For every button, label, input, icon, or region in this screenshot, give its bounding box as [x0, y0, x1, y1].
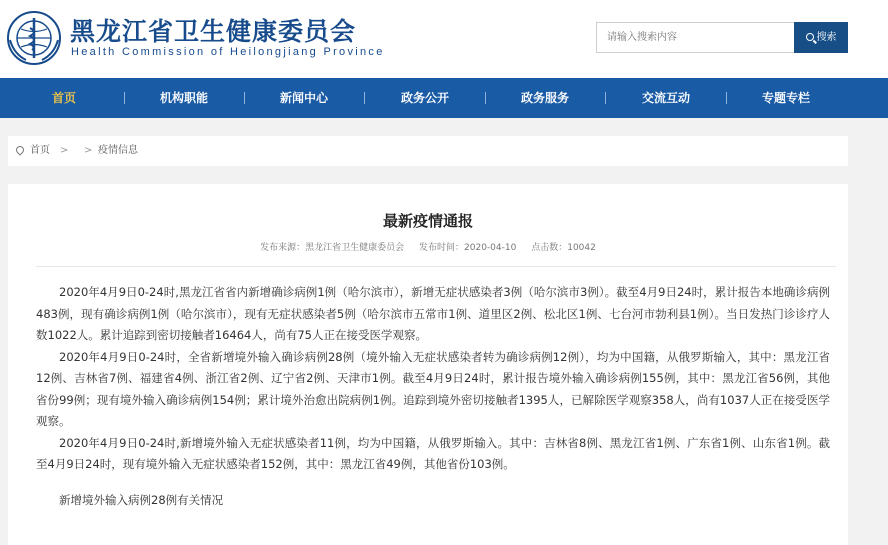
article-panel — [8, 184, 848, 545]
breadcrumb-home-link[interactable]: 首页 — [30, 145, 50, 156]
breadcrumb-separator: > — [60, 145, 69, 156]
search-input[interactable] — [596, 22, 794, 53]
article-title: 最新疫情通报 — [382, 212, 473, 230]
who-emblem-icon[interactable] — [6, 10, 62, 66]
article-paragraph: 2020年4月9日0-24时，全省新增境外输入确诊病例28例（境外输入无症状感染者转为确诊病例12例），均为中国籍，从俄罗斯输入，其中：黑龙江省12例、吉林省7例、福建省4例、浙江省2例、辽宁省2例、天津市1例。截至4月9日24时，累计报告境外输入确诊病例155例，其中：黑龙江省56例，其他省份99例；现有境外输入确诊病例154例；累计境外治愈出院病例1例。追踪到境外密切接触者1395人，已解除医学观察358人，尚有1037人正在接受医学观察。 — [36, 349, 830, 428]
breadcrumb-separator: > — [84, 145, 93, 156]
article-source: 发布来源：黑龙江省卫生健康委员会 — [260, 243, 405, 253]
main-nav — [0, 78, 888, 118]
site-header — [0, 0, 888, 78]
nav-item-news[interactable]: 新闻中心 — [279, 91, 328, 105]
article-subheading: 新增境外输入病例28例有关情况 — [59, 492, 224, 507]
nav-item-home[interactable]: 首页 — [51, 91, 76, 105]
nav-item-functions[interactable]: 机构职能 — [159, 91, 208, 105]
nav-divider — [726, 92, 727, 104]
site-title[interactable]: 黑龙江省卫生健康委员会 — [70, 17, 357, 46]
location-pin-icon — [14, 144, 25, 155]
nav-divider — [364, 92, 365, 104]
nav-divider — [124, 92, 125, 104]
article-date: 发布时间：2020-04-10 — [419, 243, 517, 253]
search-icon — [806, 33, 814, 41]
article-paragraph: 2020年4月9日0-24时,新增境外输入无症状感染者11例，均为中国籍，从俄罗斯输入。其中：吉林省8例、黑龙江省1例、广东省1例、山东省1例。截至4月9日24时，现有境外输入无症状感染者152例，其中：黑龙江省49例，其他省份103例。 — [36, 435, 830, 471]
breadcrumb — [8, 136, 848, 166]
article-meta — [8, 240, 848, 253]
article-paragraph: 2020年4月9日0-24时,黑龙江省省内新增确诊病例1例（哈尔滨市），新增无症状感染者3例（哈尔滨市3例）。截至4月9日24时，累计报告本地确诊病例483例，现有确诊病例1例（哈尔滨市），现有无症状感染者5例（哈尔滨市五常市1例、道里区2例、松北区1例、七台河市勃利县1例）。当日发热门诊诊疗人数1022人。累计追踪到密切接触者16464人，尚有75人正在接受医学观察。 — [36, 285, 830, 342]
nav-item-open-government[interactable]: 政务公开 — [400, 91, 449, 105]
article-divider — [36, 266, 836, 267]
nav-item-interaction[interactable]: 交流互动 — [641, 91, 690, 105]
search-button-label: 搜索 — [816, 32, 837, 43]
nav-divider — [605, 92, 606, 104]
breadcrumb-current[interactable]: 疫情信息 — [98, 145, 138, 156]
nav-divider — [485, 92, 486, 104]
nav-divider — [244, 92, 245, 104]
article-body — [36, 282, 830, 511]
article-clicks: 点击数：10042 — [531, 243, 596, 253]
nav-item-topics[interactable]: 专题专栏 — [761, 91, 810, 105]
search-button[interactable] — [794, 22, 848, 53]
nav-item-services[interactable]: 政务服务 — [520, 91, 569, 105]
site-subtitle: Health Commission of Heilongjiang Province — [71, 46, 385, 58]
